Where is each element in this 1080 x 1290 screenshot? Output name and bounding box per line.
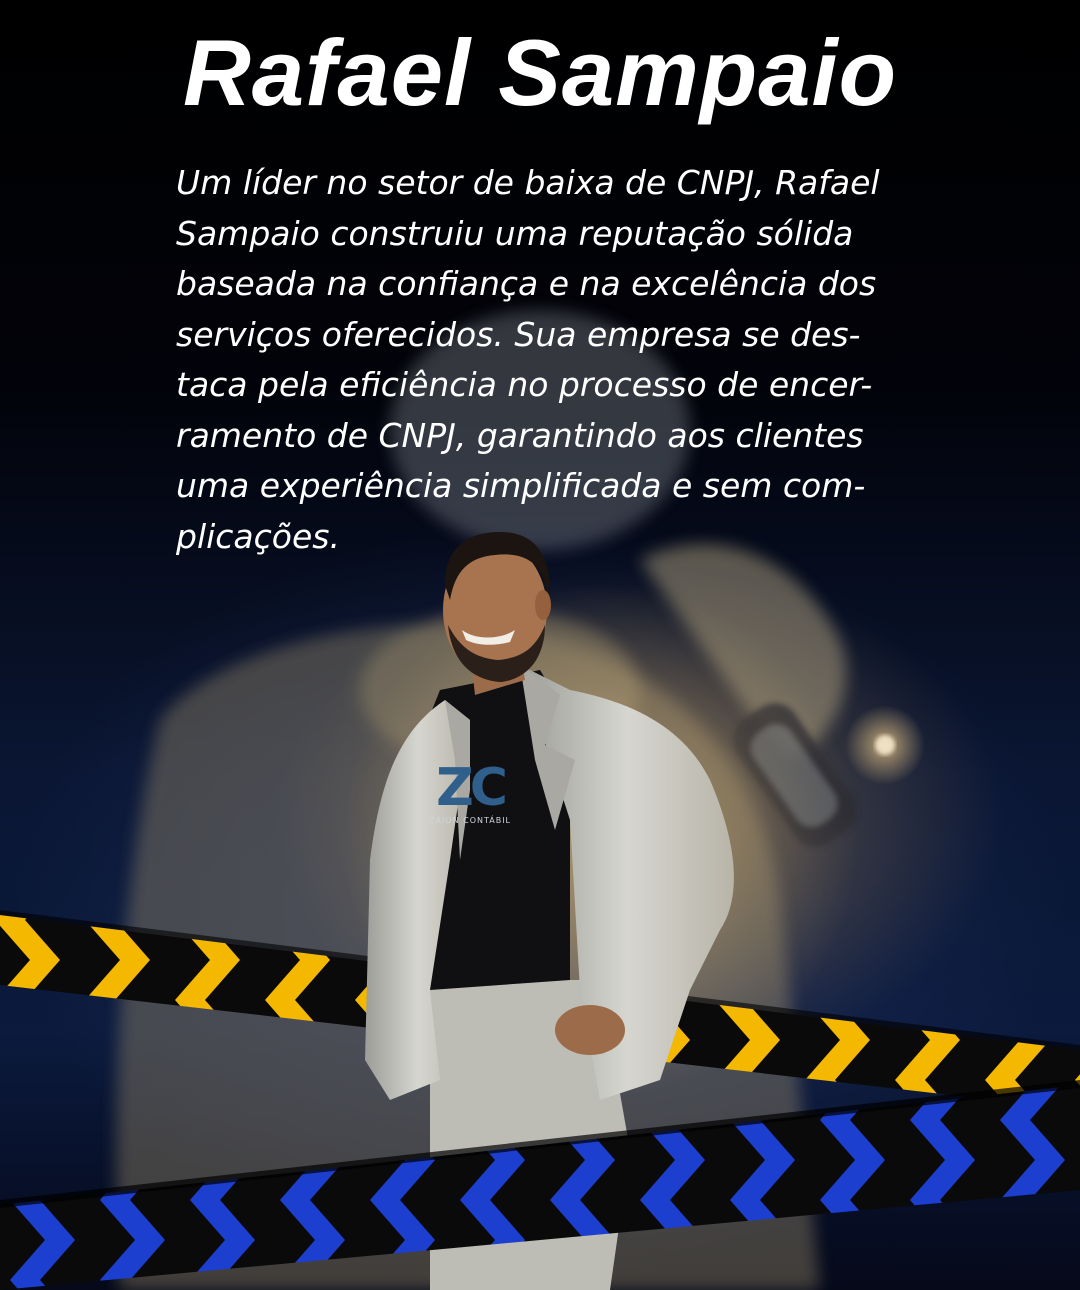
bio-line: Sampaio construiu uma reputação sólida [176, 213, 854, 253]
bio-line: taca pela eficiência no processo de encer- [176, 365, 873, 404]
bio-line: plicações. [176, 516, 340, 556]
shirt-logo-mark: ZC [436, 758, 504, 818]
bio-line: uma experiência simplificada e sem com- [176, 466, 866, 505]
shirt-logo-text: ZAION CONTÁBIL [428, 816, 512, 825]
shirt-logo [425, 760, 515, 826]
bio-line: baseada na confiança e na excelência dos [176, 264, 877, 303]
bio-paragraph [176, 158, 906, 562]
bio-line: Um líder no setor de baixa de CNPJ, Rafael [176, 163, 880, 202]
page-title: Rafael Sampaio [182, 20, 898, 125]
bio-line: ramento de CNPJ, garantindo aos clientes [176, 415, 864, 455]
bio-line: serviços oferecidos. Sua empresa se des- [176, 314, 861, 354]
